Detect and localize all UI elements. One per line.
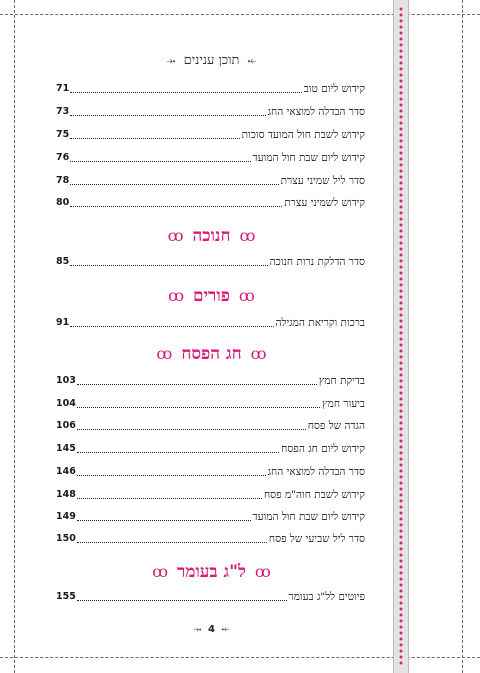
section-title: פורים — [192, 286, 230, 306]
leader-dots — [77, 498, 262, 499]
binding-dots — [399, 6, 403, 667]
toc-entry-title: קידוש ליום טוב — [303, 83, 365, 95]
toc-entry-page: 75 — [56, 129, 70, 140]
toc-entry[interactable] — [56, 151, 365, 165]
section-title: ל"ג בעומר — [177, 562, 246, 582]
toc-entry-page: 146 — [56, 466, 76, 477]
leader-dots — [77, 542, 267, 543]
toc-entry-title: פיוטים לל"ג בעומר — [288, 591, 365, 603]
toc-entry-page: 85 — [56, 256, 70, 267]
toc-page — [44, 0, 379, 673]
toc-entry[interactable] — [56, 590, 365, 604]
section-heading-pesach — [44, 344, 379, 364]
section-heading-lag-baomer — [44, 562, 379, 582]
toc-entry-page: 106 — [56, 420, 76, 431]
toc-entry[interactable] — [56, 465, 365, 479]
toc-entry[interactable] — [56, 374, 365, 388]
toc-entry[interactable] — [56, 128, 365, 142]
leader-dots — [77, 384, 317, 385]
leader-dots — [77, 429, 306, 430]
section-title: חנוכה — [192, 226, 231, 246]
toc-entry-title: קידוש לשמיני עצרת — [284, 197, 365, 209]
swirl-ornament-icon: ꝏ — [152, 562, 169, 581]
swirl-ornament-icon: ꝏ — [238, 286, 255, 305]
toc-entry-page: 71 — [56, 83, 70, 94]
page-title-text: תוכן ענינים — [183, 53, 240, 68]
toc-entry-page: 149 — [56, 511, 76, 522]
section-heading-chanukah — [44, 226, 379, 246]
swirl-ornament-icon: ꝏ — [167, 226, 184, 245]
section-heading-purim — [44, 286, 379, 306]
leader-dots — [70, 184, 278, 185]
leader-dots — [77, 407, 320, 408]
page-title — [44, 52, 379, 68]
toc-entry-title: קידוש לשבת חוה"מ פסח — [263, 489, 365, 501]
page-footer — [44, 622, 379, 635]
leader-dots — [70, 206, 282, 207]
toc-entry[interactable] — [56, 196, 365, 210]
toc-entry[interactable] — [56, 419, 365, 433]
toc-entry-page: 78 — [56, 175, 70, 186]
toc-entry-title: ביעור חמץ — [322, 398, 365, 410]
toc-entry-title: קידוש ליום חג הפסח — [281, 443, 365, 455]
toc-entry[interactable] — [56, 532, 365, 546]
binding-strip — [393, 0, 409, 673]
toc-entry-page: 155 — [56, 591, 76, 602]
leader-dots — [77, 452, 279, 453]
toc-entry-page: 91 — [56, 317, 70, 328]
swirl-ornament-icon: ꝏ — [168, 286, 185, 305]
swirl-ornament-icon: ꝏ — [156, 344, 173, 363]
toc-entry-page: 145 — [56, 443, 76, 454]
leader-dots — [70, 326, 273, 327]
toc-entry[interactable] — [56, 255, 365, 269]
leader-dots — [70, 265, 267, 266]
ornament-icon: ⤝ — [247, 54, 257, 67]
toc-entry-page: 76 — [56, 152, 70, 163]
toc-entry-page: 150 — [56, 533, 76, 544]
toc-entry[interactable] — [56, 316, 365, 330]
swirl-ornament-icon: ꝏ — [239, 226, 256, 245]
toc-entry[interactable] — [56, 105, 365, 119]
toc-entry[interactable] — [56, 488, 365, 502]
page-number: 4 — [208, 624, 215, 635]
toc-entry-title: הגדה של פסח — [307, 420, 365, 432]
toc-entry-page: 148 — [56, 489, 76, 500]
toc-entry-title: סדר ליל שמיני עצרת — [280, 175, 365, 187]
toc-entry-title: בדיקת חמץ — [318, 375, 365, 387]
toc-entry-title: קידוש ליום שבת חול המועד — [252, 152, 365, 164]
leader-dots — [70, 138, 239, 139]
toc-entry-title: סדר הבדלה למוצאי החג — [267, 466, 365, 478]
ornament-icon: ⤝ — [221, 624, 230, 635]
leader-dots — [70, 161, 250, 162]
toc-entry-page: 104 — [56, 398, 76, 409]
swirl-ornament-icon: ꝏ — [250, 344, 267, 363]
toc-entry-title: קידוש לשבת חול המועד סוכות — [241, 129, 365, 141]
crop-guide-left — [14, 0, 15, 673]
toc-entry[interactable] — [56, 174, 365, 188]
toc-entry[interactable] — [56, 510, 365, 524]
toc-entry-page: 80 — [56, 197, 70, 208]
toc-entry-title: סדר הדלקת נרות חנוכה — [269, 256, 365, 268]
crop-guide-right — [462, 0, 463, 673]
leader-dots — [77, 600, 287, 601]
ornament-icon: ⤞ — [166, 54, 176, 67]
toc-entry-page: 103 — [56, 375, 76, 386]
leader-dots — [77, 475, 266, 476]
toc-entry[interactable] — [56, 397, 365, 411]
toc-entry[interactable] — [56, 442, 365, 456]
section-title: חג הפסח — [181, 344, 242, 364]
toc-entry-title: סדר הבדלה למוצאי החג — [267, 106, 365, 118]
toc-entry-title: קידוש ליום שבת חול המועד — [252, 511, 365, 523]
toc-entry-page: 73 — [56, 106, 70, 117]
leader-dots — [77, 520, 251, 521]
toc-entry-title: סדר ליל שביעי של פסח — [268, 533, 365, 545]
toc-entry[interactable] — [56, 82, 365, 96]
toc-entry-title: ברכות וקריאת המגילה — [275, 317, 365, 329]
swirl-ornament-icon: ꝏ — [254, 562, 271, 581]
leader-dots — [70, 92, 302, 93]
ornament-icon: ⤞ — [193, 624, 202, 635]
leader-dots — [70, 115, 265, 116]
